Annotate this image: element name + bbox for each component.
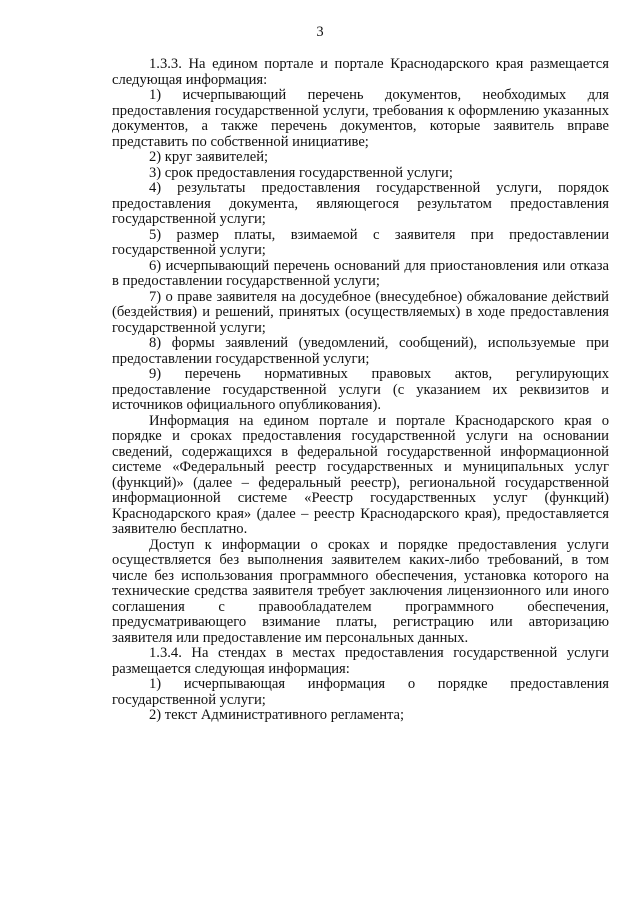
paragraph-1-3-3-heading: 1.3.3. На едином портале и портале Краснодарского края размещается следующая информация: [112,56,609,88]
list-item-2: 2) круг заявителей; [149,149,269,165]
list-item-6: 6) исчерпывающий перечень оснований для приостановления или отказа в предоставлении государственной услуги; [112,257,609,289]
list-item-7: 7) о праве заявителя на досудебное (внесудебное) обжалование действий (бездействия) и решений, принятых (осуществляемых) в ходе предоставления государственной услуги; [112,288,609,336]
paragraph-information: Информация на едином портале и портале Краснодарского края о порядке и сроках предоставления государственной услуги на основании сведений, содержащихся в федеральной государственной информационной системе «Федеральный реестр государственных и муниципальных услуг (функций)» (далее – федеральный реестр), региональной государственной информационной системе «Реестр государственных услуг (функций) Краснодарского края» (далее – реестр Краснодарского края), предоставляется заявителю бесплатно. [112,412,609,537]
list-item-8: 8) формы заявлений (уведомлений, сообщений), используемые при предоставлении государственной услуги; [112,335,609,367]
page-number: 3 [316,24,324,40]
list-item-4: 4) результаты предоставления государственной услуги, порядок предоставления документа, являющегося результатом предоставления государственной услуги; [112,180,609,227]
stand-list-item-1: 1) исчерпывающая информация о порядке предоставления государственной услуги; [112,676,609,708]
list-item-5: 5) размер платы, взимаемой с заявителя при предоставлении государственной услуги; [112,226,609,258]
stand-list-item-2: 2) текст Административного регламента; [149,707,405,723]
paragraph-1-3-4-heading: 1.3.4. На стендах в местах предоставления государственной услуги размещается следующая информация: [112,645,609,677]
list-item-3: 3) срок предоставления государственной услуги; [149,164,453,181]
document-body [112,57,609,724]
list-item-9: 9) перечень нормативных правовых актов, регулирующих предоставление государственной услуги (с указанием их реквизитов и источников официального опубликования). [112,366,609,413]
paragraph-access: Доступ к информации о сроках и порядке предоставления услуги осуществляется без выполнения заявителем каких-либо требований, в том числе без использования программного обеспечения, установка которого на технические средства заявителя требует заключения лицензионного или иного соглашения с правообладателем программного обеспечения, предусматривающего взимание платы, регистрацию или авторизацию заявителя или предоставление им персональных данных. [112,536,609,646]
list-item-1: 1) исчерпывающий перечень документов, необходимых для предоставления государственной услуги, требования к оформлению указанных документов, а также перечень документов, которые заявитель вправе представить по собственной инициативе; [112,87,609,150]
